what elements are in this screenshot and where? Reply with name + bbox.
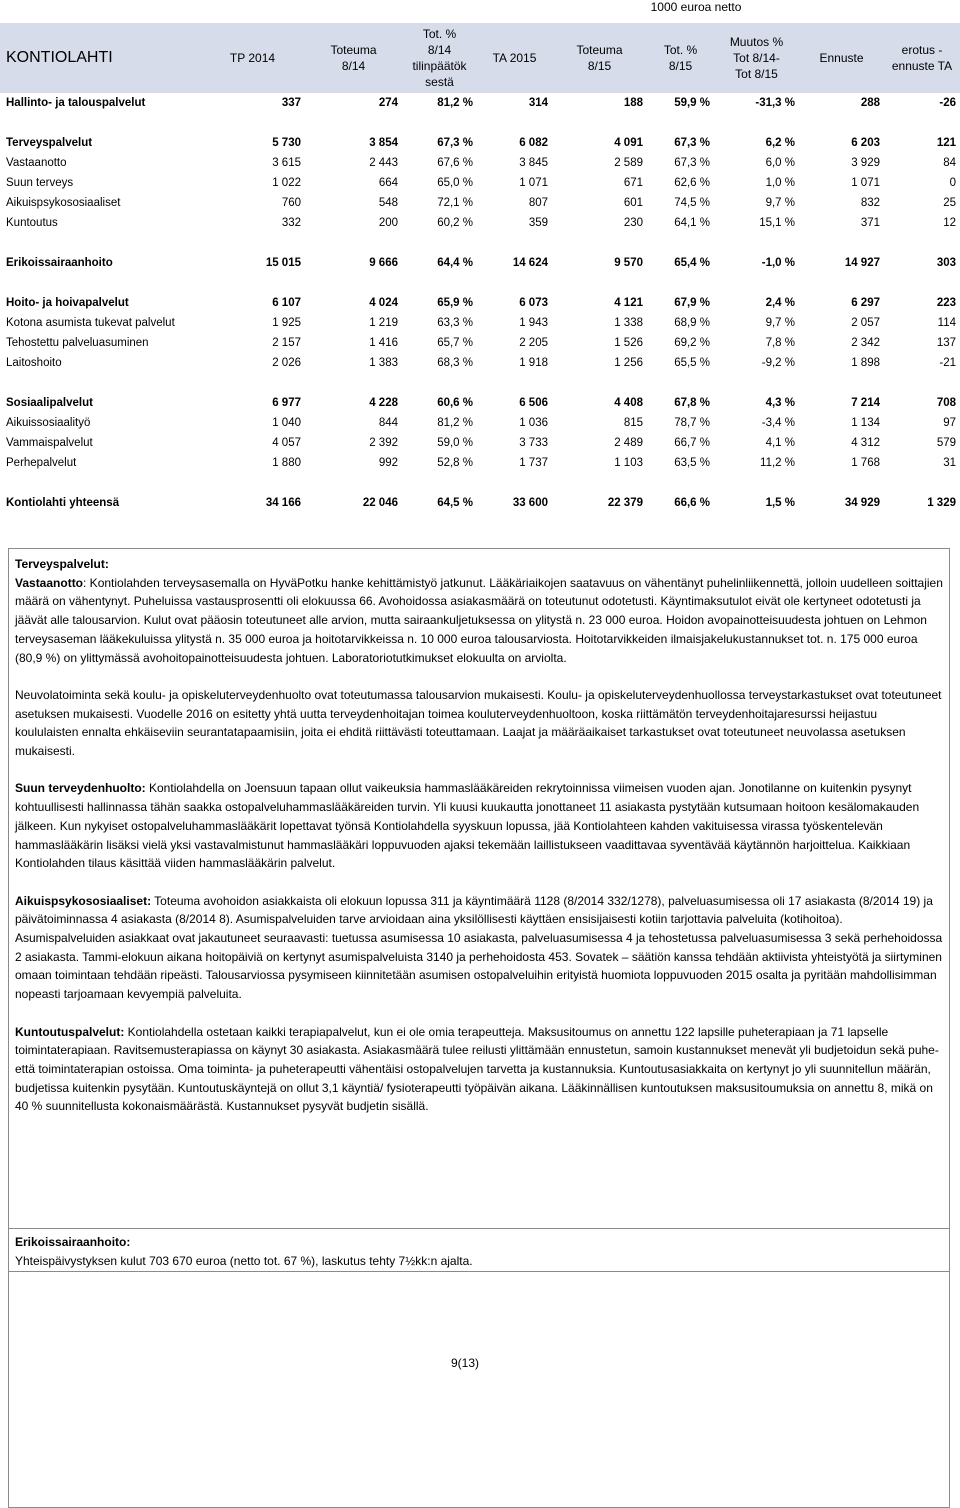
table-row xyxy=(0,413,960,433)
column-header-line: 8/15 xyxy=(587,59,612,73)
table-cell: 4 057 xyxy=(272,437,301,449)
row-label: Aikuispsykososiaaliset xyxy=(6,197,121,209)
table-cell: 64,4 % xyxy=(437,257,473,269)
table-cell: 1 416 xyxy=(369,337,398,349)
table-header xyxy=(0,23,960,93)
row-label: Vammaispalvelut xyxy=(6,437,93,449)
table-cell: 2 392 xyxy=(369,437,398,449)
table-cell: 67,3 % xyxy=(674,137,710,149)
column-header xyxy=(477,23,552,93)
table-cell: 3 615 xyxy=(272,157,301,169)
table-row xyxy=(0,133,960,153)
table-cell: 52,8 % xyxy=(437,457,473,469)
table-row xyxy=(0,213,960,233)
table-cell: 69,2 % xyxy=(674,337,710,349)
spacer-row xyxy=(0,113,960,133)
table-cell: 65,7 % xyxy=(437,337,473,349)
column-header-line: tilinpäätök xyxy=(412,59,467,73)
table-cell: 223 xyxy=(936,297,956,309)
column-header-line: 8/14 xyxy=(427,43,452,57)
table-cell: 74,5 % xyxy=(674,197,710,209)
suun-paragraph xyxy=(15,779,943,873)
table-cell: 81,2 % xyxy=(437,97,473,109)
table-cell: 188 xyxy=(623,97,643,109)
table-cell: 2 443 xyxy=(369,157,398,169)
table-cell: 67,3 % xyxy=(437,137,473,149)
table-cell: 64,1 % xyxy=(674,217,710,229)
table-cell: 2 026 xyxy=(272,357,301,369)
table-cell: 1,0 % xyxy=(765,177,795,189)
specialist-care-heading: Erikoissairaanhoito: xyxy=(15,1235,131,1249)
table-row xyxy=(0,153,960,173)
table-cell: 1,5 % xyxy=(765,497,795,509)
table-cell: 9 666 xyxy=(369,257,398,269)
table-cell: 815 xyxy=(623,417,643,429)
unit-label: 1000 euroa netto xyxy=(650,0,742,14)
table-row xyxy=(0,453,960,473)
column-header xyxy=(402,23,477,93)
spacer-cell xyxy=(0,273,960,293)
row-label: Kotona asumista tukevat palvelut xyxy=(6,317,175,329)
kuntoutus-text: Kontiolahdella ostetaan kaikki terapiapalvelut, kun ei ole omia terapeutteja. Maksusitoumus on annettu 122 lapsille puheterapiaan ja 71 lapselle toimintaterapiaan. Ravitsemusterapiassa on käynyt 30 asiakasta. Asiakasmäärä tulee reilusti ylittämään ennustetun, samoin kustannukset menevät yli budjetoidun sekä puhe- että toimintaterapian ostoissa. Oma toiminta- ja puheterapeutti vähentäisi ostopalvelujen tarvetta ja kustannuksia. Kuntoutusasiakkaita on kertynyt jo yli suunnitellun määrän, budjetissa kuitenkin pysytään. Kuntoutuskäyntejä on ollut 3,1 käyntiä/ fysioterapeutti työpäivän aikana. Lääkinnällisen kuntoutuksen maksusitoumuksia on annettu 8, mikä on 40 % suunnitellusta kokonaismäärästä. Kustannukset pysyvät budjetin sisällä. xyxy=(15,1024,939,1114)
table-cell: 664 xyxy=(378,177,398,189)
table-cell: 1 219 xyxy=(369,317,398,329)
column-header-line: Muutos % xyxy=(729,35,784,49)
table-cell: 601 xyxy=(623,197,643,209)
column-header xyxy=(647,23,714,93)
table-cell: 2 589 xyxy=(614,157,643,169)
table-cell: 4 408 xyxy=(614,397,643,409)
vastaanotto-paragraph xyxy=(15,574,943,668)
table-cell: 6 506 xyxy=(519,397,548,409)
table-cell: 84 xyxy=(943,157,956,169)
table-cell: 62,6 % xyxy=(674,177,710,189)
table-cell: 64,5 % xyxy=(437,497,473,509)
table-cell: 2 342 xyxy=(851,337,880,349)
table-cell: 3 733 xyxy=(519,437,548,449)
table-cell: 760 xyxy=(281,197,301,209)
table-cell: 4 024 xyxy=(369,297,398,309)
table-cell: 67,6 % xyxy=(437,157,473,169)
table-title: KONTIOLAHTI xyxy=(0,23,200,93)
table-cell: 2,4 % xyxy=(765,297,795,309)
table-row xyxy=(0,253,960,273)
table-cell: 6 297 xyxy=(851,297,880,309)
table-cell: 59,9 % xyxy=(674,97,710,109)
table-cell: 807 xyxy=(528,197,548,209)
column-header-line: Tot 8/14- xyxy=(733,51,780,65)
table-cell: 579 xyxy=(936,437,956,449)
spacer-cell xyxy=(0,233,960,253)
table-row xyxy=(0,393,960,413)
table-cell: 844 xyxy=(378,417,398,429)
column-header xyxy=(552,23,647,93)
table-cell: 708 xyxy=(936,397,956,409)
table-row xyxy=(0,293,960,313)
table-cell: 11,2 % xyxy=(760,457,795,469)
table-cell: 81,2 % xyxy=(437,417,473,429)
spacer-row xyxy=(0,373,960,393)
table-cell: 2 205 xyxy=(519,337,548,349)
table-cell: -3,4 % xyxy=(761,417,795,429)
table-row xyxy=(0,173,960,193)
table-cell: 59,0 % xyxy=(437,437,473,449)
aikuis-text: Toteuma avohoidon asiakkaista oli elokuun lopussa 311 ja käyntimäärä 1128 (8/2014 332/1278), palveluasumisessa oli 17 asiakasta (8/2014 19) ja päivätoiminnassa 4 asiakasta (8/2014 8). Asumispalveluiden tarve arvioidaan aina yksilöllisesti käyttäen ensisijaisesti kotiin tarjottavia palveluita (kotihoitoa). Asumispalveluiden asiakkaat ovat jakautuneet seuraavasti: tuetussa asumisessa 10 asiakasta, palveluasumisessa 4 ja tehostetussa palveluasumisessa 3 sekä perhehoidossa 2 asiakasta. Tammi-elokuun aikana hoitopäiviä on kertynyt asumispalveluista 3140 ja perhehoidosta 453. Sovatek – säätiön kanssa tehdään aktiivista yhteistyötä ja siirtyminen omaan toimintaan tehdään ripeästi. Talousarviossa pysymiseen kiinnitetään asumisen ostopalveluihin erityistä huomiota loppuvuoden 2015 osalta ja pyritään mahdollisimman nopeasti tarjoamaan kevyempiä palveluita. xyxy=(15,893,943,1002)
aikuis-paragraph xyxy=(15,892,943,1004)
table-cell: 14 624 xyxy=(512,257,548,269)
spacer-row xyxy=(0,273,960,293)
row-label: Aikuissosiaalityö xyxy=(6,417,91,429)
table-cell: 4 228 xyxy=(369,397,398,409)
suun-label: Suun terveydenhuolto: xyxy=(15,781,146,796)
table-cell: 3 854 xyxy=(369,137,398,149)
table-cell: 4,1 % xyxy=(765,437,795,449)
table-cell: 6 107 xyxy=(272,297,301,309)
column-header xyxy=(884,23,960,93)
table-row xyxy=(0,93,960,113)
table-cell: 31 xyxy=(943,457,956,469)
table-cell: 1 036 xyxy=(519,417,548,429)
table-cell: 1 040 xyxy=(272,417,301,429)
table-cell: 2 157 xyxy=(272,337,301,349)
specialist-care-notes xyxy=(8,1228,950,1272)
table-cell: -31,3 % xyxy=(755,97,795,109)
row-label: Kontiolahti yhteensä xyxy=(6,497,120,509)
table-cell: 1 329 xyxy=(927,497,956,509)
table-cell: 332 xyxy=(281,217,301,229)
table-cell: 78,7 % xyxy=(674,417,710,429)
column-header-line: Tot. % xyxy=(422,27,457,41)
column-header xyxy=(714,23,799,93)
table-cell: 1 925 xyxy=(272,317,301,329)
table-cell: 1 943 xyxy=(519,317,548,329)
row-label: Vastaanotto xyxy=(6,157,67,169)
table-cell: 2 057 xyxy=(851,317,880,329)
table-cell: 671 xyxy=(623,177,643,189)
table-cell: 548 xyxy=(378,197,398,209)
row-label: Laitoshoito xyxy=(6,357,62,369)
table-cell: 9,7 % xyxy=(765,317,795,329)
spacer-row xyxy=(0,233,960,253)
table-cell: 230 xyxy=(623,217,643,229)
row-label: Erikoissairaanhoito xyxy=(6,257,113,269)
row-label: Sosiaalipalvelut xyxy=(6,397,93,409)
row-label: Suun terveys xyxy=(6,177,74,189)
financial-table xyxy=(0,23,960,513)
table-cell: 22 046 xyxy=(362,497,398,509)
table-cell: 22 379 xyxy=(607,497,643,509)
spacer-cell xyxy=(0,373,960,393)
table-cell: 137 xyxy=(936,337,956,349)
table-cell: 1 103 xyxy=(614,457,643,469)
table-cell: 15,1 % xyxy=(759,217,795,229)
specialist-care-text: Yhteispäivystyksen kulut 703 670 euroa (netto tot. 67 %), laskutus tehty 7½kk:n ajalta. xyxy=(15,1253,473,1268)
table-cell: 12 xyxy=(943,217,956,229)
table-cell: 34 166 xyxy=(265,497,301,509)
table-cell: 832 xyxy=(860,197,880,209)
row-label: Hallinto- ja talouspalvelut xyxy=(6,97,146,109)
table-cell: 9,7 % xyxy=(765,197,795,209)
table-cell: 65,0 % xyxy=(437,177,473,189)
table-cell: 66,7 % xyxy=(674,437,710,449)
row-label: Hoito- ja hoivapalvelut xyxy=(6,297,129,309)
table-cell: 1 918 xyxy=(519,357,548,369)
table-cell: 371 xyxy=(860,217,880,229)
table-cell: 6 203 xyxy=(851,137,880,149)
table-cell: 63,3 % xyxy=(437,317,473,329)
table-row xyxy=(0,313,960,333)
column-header xyxy=(799,23,884,93)
aikuis-label: Aikuispsykososiaaliset: xyxy=(15,893,152,908)
table-cell: 314 xyxy=(528,97,548,109)
row-label: Terveyspalvelut xyxy=(6,137,93,149)
column-header-line: Tot 8/15 xyxy=(735,67,778,81)
table-row xyxy=(0,193,960,213)
table-cell: 303 xyxy=(936,257,956,269)
table-cell: 67,8 % xyxy=(674,397,710,409)
health-services-heading: Terveyspalvelut: xyxy=(15,557,109,571)
table-cell: 1 022 xyxy=(272,177,301,189)
table-cell: 97 xyxy=(943,417,956,429)
table-cell: 3 845 xyxy=(519,157,548,169)
table-cell: 274 xyxy=(378,97,398,109)
spacer-row xyxy=(0,473,960,493)
spacer-cell xyxy=(0,113,960,133)
table-row xyxy=(0,333,960,353)
table-row xyxy=(0,353,960,373)
table-cell: 4 121 xyxy=(614,297,643,309)
row-label: Perhepalvelut xyxy=(6,457,77,469)
page-number: 9(13) xyxy=(450,1356,479,1370)
column-header-line: erotus - xyxy=(901,43,943,57)
column-header xyxy=(305,23,402,93)
table-cell: -21 xyxy=(939,357,956,369)
table-cell: -9,2 % xyxy=(761,357,795,369)
row-label: Tehostettu palveluasuminen xyxy=(6,337,149,349)
table-cell: 359 xyxy=(528,217,548,229)
column-header-line: ennuste TA xyxy=(891,59,953,73)
column-header-line: 8/14 xyxy=(341,59,366,73)
column-header-line: TA 2015 xyxy=(492,51,537,65)
table-cell: 114 xyxy=(937,317,956,329)
row-label: Kuntoutus xyxy=(6,217,58,229)
table-cell: 65,9 % xyxy=(437,297,473,309)
table-cell: 9 570 xyxy=(614,257,643,269)
neuvola-paragraph: Neuvolatoiminta sekä koulu- ja opiskeluterveydenhuolto ovat toteutumassa talousarvion mukaisesti. Koulu- ja opiskeluterveydenhuollossa terveystarkastukset ovat toteutuneet asetuksen mukaisesti. Vuodelle 2016 on esitetty yhtä uutta terveydenhoitajan toimea kouluterveydenhuoltoon, koska riittämätön terveydenhoitajaresurssi heijastuu koululaisten ennalta ehkäiseviin seurantatapaamisiin, joita ei ehditä riittävästi toteuttamaan. Laajat ja määräaikaiset tarkastukset ovat toteutuneet neuvolassa asetuksen mukaisesti. xyxy=(15,687,942,759)
table-cell: 63,5 % xyxy=(674,457,710,469)
kuntoutus-paragraph xyxy=(15,1023,943,1117)
column-header-line: TP 2014 xyxy=(229,51,276,65)
table-row xyxy=(0,493,960,513)
table-cell: 1 338 xyxy=(614,317,643,329)
table-cell: 992 xyxy=(378,457,398,469)
table-cell: 1 526 xyxy=(614,337,643,349)
table-cell: 1 737 xyxy=(519,457,548,469)
table-body xyxy=(0,93,960,513)
table-cell: 1 071 xyxy=(851,177,880,189)
kuntoutus-label: Kuntoutuspalvelut: xyxy=(15,1024,125,1039)
column-header-line: 8/15 xyxy=(668,59,693,73)
table-cell: 337 xyxy=(281,97,301,109)
column-header-line: Toteuma xyxy=(330,43,377,57)
table-cell: 25 xyxy=(943,197,956,209)
table-cell: 67,9 % xyxy=(674,297,710,309)
table-cell: 2 489 xyxy=(614,437,643,449)
table-cell: 68,3 % xyxy=(437,357,473,369)
table-cell: 7 214 xyxy=(851,397,880,409)
table-cell: 34 929 xyxy=(844,497,880,509)
column-header xyxy=(200,23,305,93)
table-cell: 3 929 xyxy=(851,157,880,169)
table-cell: -26 xyxy=(939,97,956,109)
table-cell: 1 880 xyxy=(272,457,301,469)
table-cell: 1 383 xyxy=(369,357,398,369)
spacer-cell xyxy=(0,473,960,493)
table-cell: 65,5 % xyxy=(674,357,710,369)
table-cell: 1 768 xyxy=(851,457,880,469)
table-cell: 5 730 xyxy=(272,137,301,149)
table-cell: 7,8 % xyxy=(765,337,795,349)
column-header-line: Ennuste xyxy=(819,51,864,65)
table-cell: 4 312 xyxy=(851,437,880,449)
table-cell: 200 xyxy=(378,217,398,229)
table-cell: -1,0 % xyxy=(761,257,795,269)
table-cell: 4 091 xyxy=(614,137,643,149)
table-cell: 1 134 xyxy=(851,417,880,429)
table-cell: 33 600 xyxy=(512,497,548,509)
table-cell: 6 073 xyxy=(519,297,548,309)
table-cell: 6 977 xyxy=(272,397,301,409)
column-header-line: sestä xyxy=(425,75,454,89)
table-cell: 65,4 % xyxy=(674,257,710,269)
table-row xyxy=(0,433,960,453)
vastaanotto-text: : Kontiolahden terveysasemalla on HyväPotku hanke kehittämistyö jatkunut. Lääkäriaikojen saatavuus on vähentänyt puhelinliikennettä, jolloin uudelleen soittajien määrä on vähentynyt. Puheluissa vastausprosentti oli elokuussa 66. Avohoidossa asiakasmäärä on toteutunut odotetusti. Käyntimaksutulot eivät ole kertyneet odotetusti ja jäävät alle talousarvion. Kulut ovat pääosin toteutuneet alle arvion, mutta sairaankuljetuksessa on ylitystä n. 23 000 euroa. Hoidon avopainotteisuudesta johtuen on Lehmon terveysaseman lääkekuluissa ylitystä n. 35 000 euroa ja hoitotarvikkeissa n. 10 000 euroa talousarviosta. Hoitotarvikkeiden ilmaisjakelukustannukset tot. n. 175 000 euroa (80,9 %) on ylittymässä avohoitopainotteisuudesta johtuen. Laboratoriotutkimukset elokuulta on arviolta. xyxy=(15,575,943,665)
table-cell: 4,3 % xyxy=(765,397,795,409)
table-cell: 14 927 xyxy=(844,257,880,269)
table-cell: 66,6 % xyxy=(674,497,710,509)
suun-text: Kontiolahdella on Joensuun tapaan ollut vaikeuksia hammaslääkäreiden rekrytoinnissa viimeisen vuoden ajan. Jonotilanne on kuitenkin pysynyt kohtuullisesti hallinnassa tähän saakka ostopalveluhammaslääkäreiden turvin. Yli kuusi kuukautta jonottaneet 11 asiakasta pystytään kutsumaan hoitoon kesälomakauden jälkeen. Kun nykyiset ostopalveluhammaslääkärit lopettavat työnsä Kontiolahdella syyskuun lopussa, jää Kontiolahteen kahden vakituisessa virassa työskentelevän hammaslääkärin lisäksi vielä yksi vastavalmistunut hammaslääkäri loppuvuoden ajaksi tekemään laillistukseen vaadittavaa syventävää käytännön harjoittelua. Kaikkiaan Kontiolahden tilaus käsittää viiden hammaslääkärin palvelut. xyxy=(15,781,920,871)
table-cell: 6,0 % xyxy=(765,157,795,169)
vastaanotto-label: Vastaanotto xyxy=(15,575,84,590)
table-cell: 15 015 xyxy=(265,257,301,269)
table-cell: 60,6 % xyxy=(437,397,473,409)
table-cell: 121 xyxy=(936,137,956,149)
table-cell: 0 xyxy=(949,177,956,189)
table-cell: 288 xyxy=(860,97,880,109)
table-cell: 1 071 xyxy=(519,177,548,189)
table-cell: 1 256 xyxy=(614,357,643,369)
table-cell: 6,2 % xyxy=(765,137,795,149)
table-cell: 68,9 % xyxy=(674,317,710,329)
table-cell: 6 082 xyxy=(519,137,548,149)
table-cell: 1 898 xyxy=(851,357,880,369)
table-cell: 60,2 % xyxy=(437,217,473,229)
column-header-line: Tot. % xyxy=(663,43,698,57)
column-header-line: Toteuma xyxy=(576,43,623,57)
table-cell: 72,1 % xyxy=(437,197,473,209)
table-cell: 67,3 % xyxy=(674,157,710,169)
